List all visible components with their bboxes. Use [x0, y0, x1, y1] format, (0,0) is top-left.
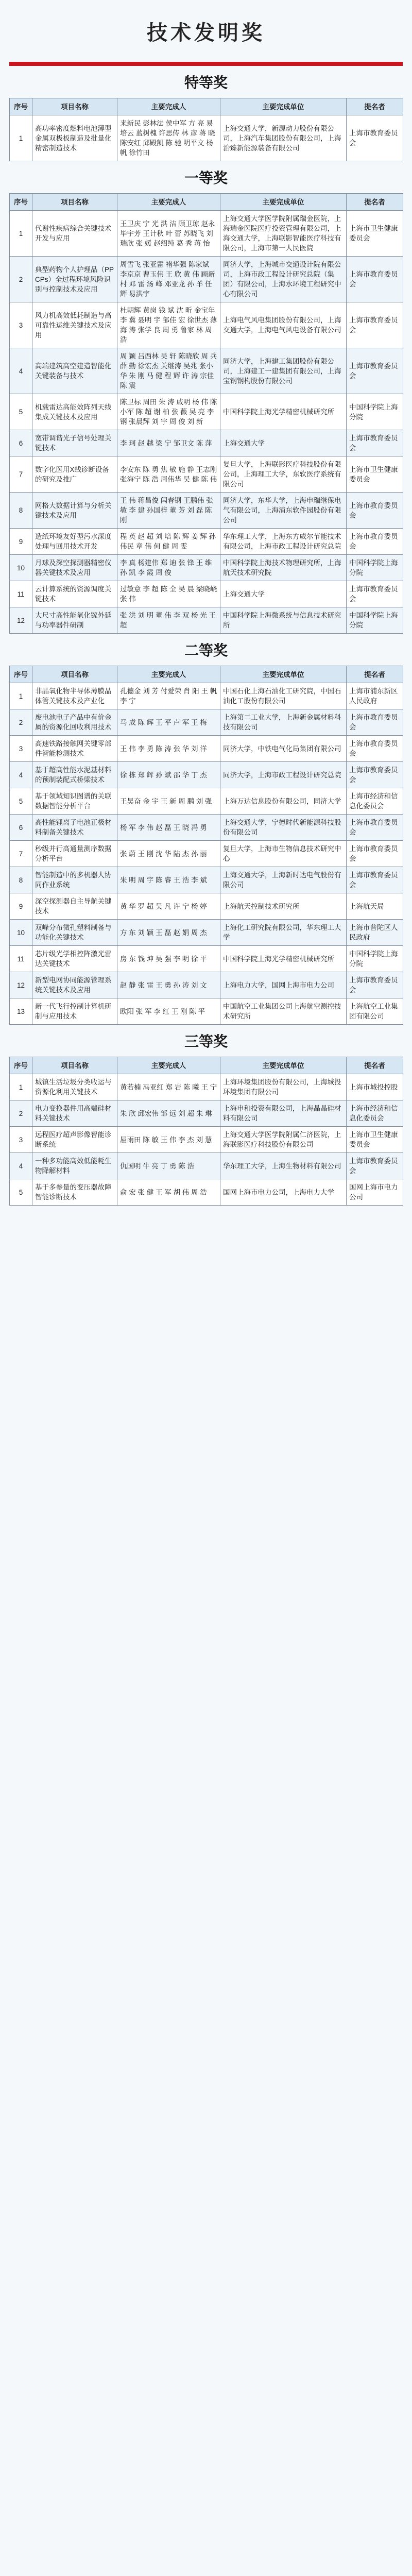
header-row: [10, 98, 403, 115]
section-label: 二等奖: [0, 634, 412, 666]
header-row: [10, 666, 403, 683]
project-name: 深空探测器自主导航关键技术: [32, 893, 117, 920]
project-name: 一种多功能高效低能耗生物降解材料: [32, 1153, 117, 1179]
project-name: 城镇生活垃圾分类收运与资源化利用关键技术: [32, 1074, 117, 1100]
table-row: [10, 683, 403, 709]
recommender: 上海市教育委员会: [347, 841, 403, 867]
table-row: [10, 946, 403, 972]
table-row: [10, 1074, 403, 1100]
main-organizations: 上海电气风电集团股份有限公司，上海交通大学，上海电气风电设备有限公司: [220, 302, 347, 348]
award-table: [9, 193, 403, 634]
row-number: 10: [10, 920, 32, 946]
project-name: 高性能锂离子电池正极材料制备关键技术: [32, 815, 117, 841]
recommender: 上海市教育委员会: [347, 736, 403, 762]
recommender: 上海市教育委员会: [347, 581, 403, 607]
main-persons: 张 蔚 王 刚 沈 华 陆 杰 孙 丽: [117, 841, 220, 867]
main-organizations: 中国科学院上海光学精密机械研究所: [220, 946, 347, 972]
column-header: 主要完成单位: [220, 98, 347, 115]
main-organizations: 上海化工研究院有限公司，华东理工大学: [220, 920, 347, 946]
row-number: 9: [10, 893, 32, 920]
recommender: 上海市教育委员会: [347, 815, 403, 841]
main-persons: 陈卫标 周田 朱 涛 戚明 杨 伟 陈小军 陈 超 谢 柏 张 薇 吴 亮 李 钢 张晨辉 刘 宇 周 俊 刘 新: [117, 394, 220, 430]
table-row: [10, 529, 403, 555]
column-header: 主要完成单位: [220, 1057, 347, 1074]
row-number: 11: [10, 946, 32, 972]
table-body: [10, 683, 403, 1025]
recommender: 上海市卫生健康委员会: [347, 1127, 403, 1153]
row-number: 11: [10, 581, 32, 607]
recommender: 上海市教育委员会: [347, 493, 403, 529]
main-organizations: 中国航空工业集团公司上海航空测控技术研究所: [220, 998, 347, 1025]
project-name: 宽带调谐光子信号处理关键技术: [32, 430, 117, 456]
row-number: 10: [10, 555, 32, 581]
row-number: 8: [10, 867, 32, 893]
main-persons: 黄若楠 冯亚红 郑 岩 陈 曦 王 宁: [117, 1074, 220, 1100]
main-organizations: 中国科学院上海光学精密机械研究所: [220, 394, 347, 430]
column-header: 项目名称: [32, 1057, 117, 1074]
column-header: 序号: [10, 1057, 32, 1074]
recommender: 上海航天局: [347, 893, 403, 920]
main-persons: 李安东 陈 勇 焦 敏 施 静 王志刚 张海宁 陈 浩 周伟华 吴 健 陈 伟: [117, 456, 220, 493]
project-name: 基于超高性能水泥基材料的预制装配式桥梁技术: [32, 762, 117, 788]
recommender: 上海市卫生健康委员会: [347, 211, 403, 257]
main-persons: 周雪飞 张亚雷 褚华强 陈家斌 李京京 曹玉伟 王 欣 黄 伟 顾新村 邓 雷 汤 峰 邓亚龙 孙 羊 任 辉 易洪宇: [117, 257, 220, 302]
table-row: [10, 1153, 403, 1179]
table-body: [10, 115, 403, 161]
main-organizations: 同济大学，上海城市交通设计院有限公司，上海市政工程设计研究总院（集团）有限公司，上海水环境工程研究中心有限公司: [220, 257, 347, 302]
main-organizations: 上海交通大学医学院附属瑞金医院，上海瑞金医院医疗投资管理有限公司，上海交通大学，上海联影智能医疗科技有限公司，上海市第一人民医院: [220, 211, 347, 257]
main-persons: 赵 静 张 雷 王 勇 孙 涛 刘 文: [117, 972, 220, 998]
row-number: 4: [10, 1153, 32, 1179]
column-header: 主要完成人: [117, 1057, 220, 1074]
recommender: 上海市教育委员会: [347, 430, 403, 456]
project-name: 风力机高效低耗制造与高可靠性运维关键技术及应用: [32, 302, 117, 348]
column-header: 项目名称: [32, 194, 117, 211]
main-persons: 徐 栋 郑 辉 孙 斌 邵 华 丁 杰: [117, 762, 220, 788]
main-organizations: 上海第二工业大学，上海新金属材料科技有限公司: [220, 709, 347, 736]
row-number: 6: [10, 815, 32, 841]
main-organizations: 上海交通大学，宁德时代新能源科技股份有限公司: [220, 815, 347, 841]
main-persons: 房 东 钱 坤 吴 强 李 明 徐 平: [117, 946, 220, 972]
main-organizations: 华东理工大学，上海生物材料有限公司: [220, 1153, 347, 1179]
main-persons: 王 伟 蒋昌俊 闫春钢 王鹏伟 张 敏 李 建 孙国梓 董 芳 刘 磊 陈 刚: [117, 493, 220, 529]
recommender: 国网上海市电力公司: [347, 1179, 403, 1206]
recommender: 上海市教育委员会: [347, 115, 403, 161]
table-header: [10, 666, 403, 683]
column-header: 提名者: [347, 1057, 403, 1074]
recommender: 上海市教育委员会: [347, 348, 403, 394]
main-organizations: 国网上海市电力公司，上海电力大学: [220, 1179, 347, 1206]
recommender: 上海市浦东新区人民政府: [347, 683, 403, 709]
table-row: [10, 581, 403, 607]
column-header: 序号: [10, 666, 32, 683]
main-persons: 王 伟 李 勇 陈 涛 张 华 刘 洋: [117, 736, 220, 762]
main-persons: 屈雨田 陈 敏 王 伟 李 杰 刘 慧: [117, 1127, 220, 1153]
column-header: 提名者: [347, 194, 403, 211]
main-persons: 来新民 彭林法 侯中军 方 亮 易培云 蓝树槐 许思传 林 彦 蒋 晓 陈安红 邱殿凯 陈 驰 明平文 杨 帆 徐竹田: [117, 115, 220, 161]
column-header: 主要完成单位: [220, 194, 347, 211]
recommender: 中国科学院上海分院: [347, 607, 403, 634]
main-persons: 李 珂 赵 越 梁 宁 邹卫文 陈 萍: [117, 430, 220, 456]
table-row: [10, 493, 403, 529]
main-organizations: 复旦大学，上海市生物信息技术研究中心: [220, 841, 347, 867]
main-organizations: 同济大学，东华大学，上海申瑞继保电气有限公司，上海浦东软件园股份有限公司: [220, 493, 347, 529]
recommender: 中国科学院上海分院: [347, 394, 403, 430]
table-row: [10, 348, 403, 394]
recommender: 上海市教育委员会: [347, 972, 403, 998]
recommender: 上海市教育委员会: [347, 302, 403, 348]
row-number: 12: [10, 972, 32, 998]
project-name: 高功率密度燃料电池薄型金属双极板制造及批量化精密制造技术: [32, 115, 117, 161]
table-header: [10, 98, 403, 115]
project-name: 代谢性疾病综合关键技术开发与应用: [32, 211, 117, 257]
table-row: [10, 115, 403, 161]
project-name: 非晶氧化物半导体薄膜晶体管关键技术及产业化: [32, 683, 117, 709]
row-number: 1: [10, 683, 32, 709]
main-organizations: 中国科学院上海微系统与信息技术研究所: [220, 607, 347, 634]
main-persons: 王卫庆 宁 光 洪 洁 顾卫琼 赵永 毕宇芳 王计秋 叶 蕾 苏晓飞 刘瑞欣 张 媛 赵绍纯 葛 秀 蒋 怡: [117, 211, 220, 257]
row-number: 1: [10, 211, 32, 257]
row-number: 5: [10, 1179, 32, 1206]
table-row: [10, 555, 403, 581]
column-header: 提名者: [347, 666, 403, 683]
main-persons: 方 东 刘 颖 王 磊 赵 娟 周 杰: [117, 920, 220, 946]
row-number: 1: [10, 1074, 32, 1100]
project-name: 智能制造中的多机器人协同作业系统: [32, 867, 117, 893]
main-persons: 孔德金 刘 芳 付爱荣 肖 阳 王 帆 李 宁: [117, 683, 220, 709]
table-row: [10, 211, 403, 257]
main-organizations: 上海电力大学，国网上海市电力公司: [220, 972, 347, 998]
project-name: 典型药物个人护理品（PPCPs）全过程环境风险识别与控制技术及应用: [32, 257, 117, 302]
column-header: 项目名称: [32, 98, 117, 115]
project-name: 大尺寸高性能氧化镓外延与功率器件研制: [32, 607, 117, 634]
table-row: [10, 841, 403, 867]
table-row: [10, 788, 403, 815]
table-row: [10, 607, 403, 634]
main-persons: 李 真 杨建伟 郑 迪 张 锋 王 维 孙 凯 李 霞 周 俊: [117, 555, 220, 581]
main-persons: 朱 欣 邱宏伟 邹 远 刘 超 朱 琳: [117, 1100, 220, 1127]
main-organizations: 中国石化上海石油化工研究院，中国石油化工股份有限公司: [220, 683, 347, 709]
project-name: 芯片级光学相控阵激光雷达关键技术: [32, 946, 117, 972]
main-persons: 欧阳 张 军 李 红 王 刚 陈 平: [117, 998, 220, 1025]
row-number: 2: [10, 257, 32, 302]
main-organizations: 上海交通大学，上海新时达电气股份有限公司: [220, 867, 347, 893]
table-row: [10, 867, 403, 893]
table-row: [10, 972, 403, 998]
recommender: 上海市城投控股: [347, 1074, 403, 1100]
main-persons: 杜朝辉 黄岗 钱 斌 沈 昕 金宝年 李 冀 聂明 宇 邹佳 宏 徐世杰 薄海 涛 张学 良 周 勇 鲁家 林 周 浩: [117, 302, 220, 348]
column-header: 主要完成人: [117, 666, 220, 683]
recommender: 上海市卫生健康委员会: [347, 456, 403, 493]
recommender: 上海市教育委员会: [347, 709, 403, 736]
recommender: 上海市教育委员会: [347, 867, 403, 893]
project-name: 秒级并行高通量测序数据分析平台: [32, 841, 117, 867]
main-persons: 朱 明 周 宇 陈 睿 王 浩 李 斌: [117, 867, 220, 893]
row-number: 7: [10, 456, 32, 493]
project-name: 双峰分布微孔塑料制备与功能化关键技术: [32, 920, 117, 946]
main-organizations: 上海交通大学: [220, 581, 347, 607]
row-number: 1: [10, 115, 32, 161]
column-header: 序号: [10, 98, 32, 115]
section-label: 一等奖: [0, 161, 412, 193]
recommender: 中国科学院上海分院: [347, 555, 403, 581]
column-header: 序号: [10, 194, 32, 211]
main-persons: 俞 宏 张 健 王 军 胡 伟 周 浩: [117, 1179, 220, 1206]
table-row: [10, 1127, 403, 1153]
recommender: 上海市教育委员会: [347, 1153, 403, 1179]
row-number: 13: [10, 998, 32, 1025]
row-number: 4: [10, 762, 32, 788]
table-row: [10, 736, 403, 762]
table-row: [10, 762, 403, 788]
main-organizations: 上海交通大学医学院附属仁济医院，上海联影医疗科技股份有限公司: [220, 1127, 347, 1153]
recommender: 中国科学院上海分院: [347, 946, 403, 972]
row-number: 3: [10, 1127, 32, 1153]
table-row: [10, 302, 403, 348]
table-row: [10, 893, 403, 920]
recommender: 上海市教育委员会: [347, 762, 403, 788]
award-table: [9, 1057, 403, 1206]
recommender: 上海市教育委员会: [347, 257, 403, 302]
column-header: 主要完成单位: [220, 666, 347, 683]
title-divider: [9, 62, 403, 66]
main-organizations: 同济大学，上海市政工程设计研究总院: [220, 762, 347, 788]
main-organizations: 上海申和投资有限公司，上海晶晶硅材料有限公司: [220, 1100, 347, 1127]
column-header: 主要完成人: [117, 98, 220, 115]
main-organizations: 上海交通大学，新源动力股份有限公司，上海汽车集团股份有限公司，上海治臻新能源装备有限公司: [220, 115, 347, 161]
main-persons: 过敏意 李 超 陈 全 吴 晨 梁晓峣 张 伟: [117, 581, 220, 607]
project-name: 网格大数据计算与分析关键技术及应用: [32, 493, 117, 529]
main-organizations: 同济大学，上海建工集团股份有限公司，上海建工一建集团有限公司，上海宝钢钢构股份有限公司: [220, 348, 347, 394]
column-header: 主要完成人: [117, 194, 220, 211]
row-number: 3: [10, 736, 32, 762]
table-row: [10, 394, 403, 430]
table-row: [10, 920, 403, 946]
main-persons: 程 英 赵 超 刘 培 陈 辉 姜 辉 孙伟民 章 伟 何 健 周 雯: [117, 529, 220, 555]
project-name: 高端建筑高空建造智能化关键装备与技术: [32, 348, 117, 394]
page-title: 技术发明奖: [147, 21, 265, 44]
project-name: 机载雷达高能效阵列天线集成关键技术及应用: [32, 394, 117, 430]
project-name: 云计算系统的资源调度关键技术: [32, 581, 117, 607]
header-row: [10, 194, 403, 211]
project-name: 新型电网协同能源管理系统关键技术及应用: [32, 972, 117, 998]
main-persons: 张 洪 刘 明 董 伟 李 双 杨 光 王 超: [117, 607, 220, 634]
table-header: [10, 1057, 403, 1074]
row-number: 2: [10, 709, 32, 736]
column-header: 提名者: [347, 98, 403, 115]
main-persons: 黄 华 罗 超 吴 凡 许 宁 杨 婷: [117, 893, 220, 920]
award-table: [9, 666, 403, 1025]
section-label: 特等奖: [0, 66, 412, 98]
project-name: 远程医疗超声影像智能诊断系统: [32, 1127, 117, 1153]
project-name: 新一代飞行控制计算机研制与应用技术: [32, 998, 117, 1025]
project-name: 高速铁路接触网关键零部件智能检测技术: [32, 736, 117, 762]
header-row: [10, 1057, 403, 1074]
project-name: 造纸环境友好型污水深度处理与回用技术开发: [32, 529, 117, 555]
award-table: [9, 98, 403, 161]
table-body: [10, 211, 403, 634]
award-sections: [0, 66, 412, 1206]
row-number: 5: [10, 394, 32, 430]
main-organizations: 上海环境集团股份有限公司，上海城投环境集团有限公司: [220, 1074, 347, 1100]
main-organizations: 中国科学院上海技术物理研究所，上海航天技术研究院: [220, 555, 347, 581]
table-row: [10, 1100, 403, 1127]
table-row: [10, 456, 403, 493]
column-header: 项目名称: [32, 666, 117, 683]
row-number: 8: [10, 493, 32, 529]
table-row: [10, 709, 403, 736]
table-row: [10, 998, 403, 1025]
recommender: 上海市普陀区人民政府: [347, 920, 403, 946]
row-number: 12: [10, 607, 32, 634]
main-organizations: 上海航天控制技术研究所: [220, 893, 347, 920]
project-name: 电力变换器件用高端硅材料关键技术: [32, 1100, 117, 1127]
recommender: 上海市经济和信息化委员会: [347, 788, 403, 815]
row-number: 6: [10, 430, 32, 456]
section-label: 三等奖: [0, 1025, 412, 1057]
main-organizations: 同济大学，中铁电气化局集团有限公司: [220, 736, 347, 762]
recommender: 上海市经济和信息化委员会: [347, 1100, 403, 1127]
recommender: 上海航空工业集团有限公司: [347, 998, 403, 1025]
row-number: 5: [10, 788, 32, 815]
table-row: [10, 815, 403, 841]
main-persons: 杨 军 李 伟 赵 磊 王 晓 冯 勇: [117, 815, 220, 841]
main-persons: 周 颖 吕西林 吴 轩 陈晓欣 周 兵 薛 勤 徐宏杰 关继涛 吴兆 张小华 朱 刚 马 健 程 辉 许 涛 宗佳 陈 震: [117, 348, 220, 394]
project-name: 基于领域知识图谱的关联数据智能分析平台: [32, 788, 117, 815]
row-number: 7: [10, 841, 32, 867]
main-organizations: 上海万达信息股份有限公司，同济大学: [220, 788, 347, 815]
project-name: 废电池电子产品中有价金属的资源化回收利用技术: [32, 709, 117, 736]
project-name: 月球及深空探测器精密仪器关键技术及应用: [32, 555, 117, 581]
table-row: [10, 1179, 403, 1206]
main-persons: 仇国明 牛 亮 丁 勇 陈 浩: [117, 1153, 220, 1179]
main-organizations: 复旦大学，上海联影医疗科技股份有限公司，上海理工大学，东软医疗系统有限公司: [220, 456, 347, 493]
row-number: 4: [10, 348, 32, 394]
project-name: 基于多参量的变压器故障智能诊断技术: [32, 1179, 117, 1206]
row-number: 2: [10, 1100, 32, 1127]
main-organizations: 上海交通大学: [220, 430, 347, 456]
project-name: 数字化医用X线诊断设备的研究及推广: [32, 456, 117, 493]
recommender: 上海市教育委员会: [347, 529, 403, 555]
table-row: [10, 257, 403, 302]
table-row: [10, 430, 403, 456]
row-number: 9: [10, 529, 32, 555]
table-body: [10, 1074, 403, 1206]
table-header: [10, 194, 403, 211]
main-persons: 王昊奋 金 宇 王 新 周 鹏 刘 强: [117, 788, 220, 815]
row-number: 3: [10, 302, 32, 348]
main-persons: 马 成 陈 辉 王 平 卢 军 王 梅: [117, 709, 220, 736]
main-organizations: 华东理工大学，上海东方威尔节能技术有限公司，上海市政工程设计研究总院: [220, 529, 347, 555]
